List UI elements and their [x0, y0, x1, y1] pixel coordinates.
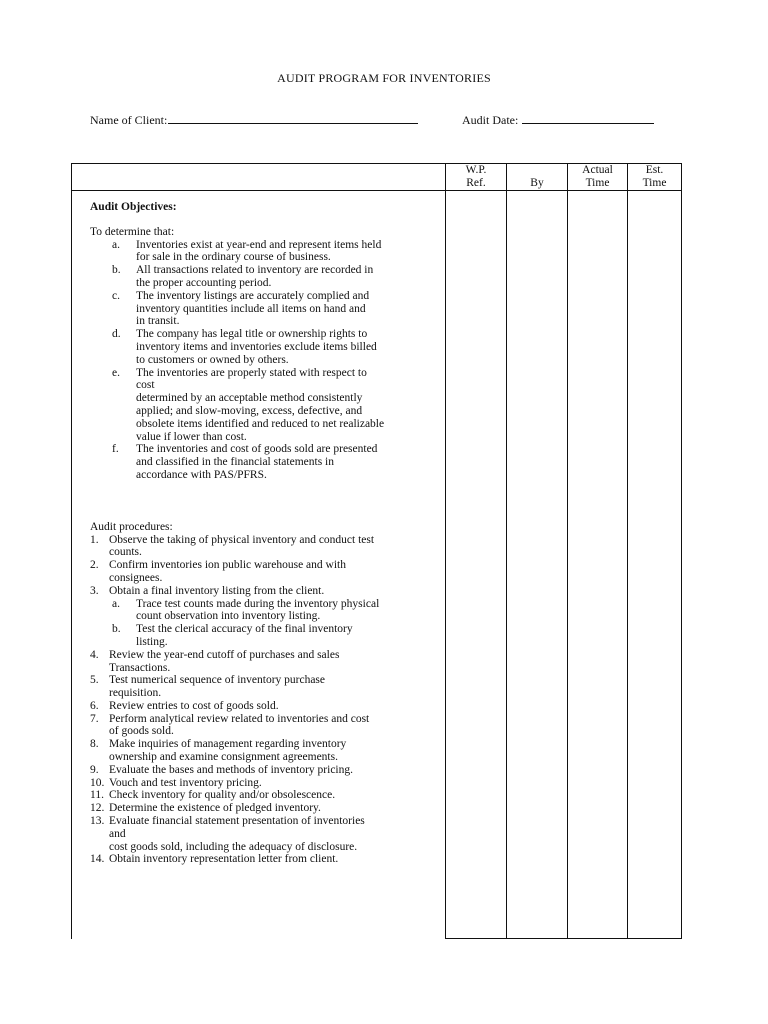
objective-label: c. — [112, 289, 120, 302]
procedure-text: Observe the taking of physical inventory and conduct test — [109, 533, 375, 546]
client-name-blank[interactable] — [168, 111, 418, 124]
procedure-item — [90, 559, 440, 585]
objective-label: b. — [112, 264, 121, 277]
table-col-wpref-left — [445, 163, 446, 939]
objective-text: inventory items and inventories exclude items billed — [136, 340, 377, 353]
objective-text: determined by an acceptable method consistently — [136, 392, 363, 405]
objective-text: obsolete items identified and reduced to net realizable — [136, 417, 385, 430]
objective-text: value if lower than cost. — [136, 430, 247, 443]
procedure-text: Perform analytical review related to inventories and cost — [109, 712, 370, 725]
objective-item — [90, 443, 440, 481]
objective-label: e. — [112, 366, 120, 379]
objective-text: the proper accounting period. — [136, 276, 272, 289]
procedure-text: Review the year-end cutoff of purchases and sales — [109, 648, 340, 661]
objective-item — [90, 290, 440, 328]
procedure-item — [90, 738, 440, 764]
procedure-item — [90, 649, 440, 675]
objectives-intro: To determine that: — [90, 225, 175, 238]
objective-label: d. — [112, 328, 121, 341]
procedure-number: 6. — [90, 699, 99, 712]
procedure-number: 10. — [90, 776, 105, 789]
header-actual-time: Actual Time — [582, 164, 613, 189]
procedure-number: 8. — [90, 738, 99, 751]
procedure-item — [90, 713, 440, 739]
objective-text: The inventories are properly stated with respect to — [136, 366, 367, 379]
procedure-number: 11. — [90, 789, 104, 802]
procedure-text: requisition. — [109, 687, 162, 700]
objective-text: The inventories and cost of goods sold are presented — [136, 443, 378, 456]
objective-text: for sale in the ordinary course of business. — [136, 251, 331, 264]
procedure-item — [90, 853, 440, 866]
table-right-border — [681, 163, 682, 939]
procedure-sub-text: listing. — [136, 635, 168, 648]
procedure-text: Obtain a final inventory listing from the client. — [109, 584, 325, 597]
procedure-number: 1. — [90, 533, 99, 546]
procedure-sub-label: a. — [112, 597, 120, 610]
procedure-text: Check inventory for quality and/or obsolescence. — [109, 789, 336, 802]
procedure-number: 5. — [90, 674, 99, 687]
objective-text: All transactions related to inventory are recorded in — [136, 264, 374, 277]
procedure-item — [90, 700, 440, 713]
objective-text: inventory quantities include all items on hand and — [136, 302, 366, 315]
audit-date-label: Audit Date: — [462, 113, 519, 127]
procedure-text: Transactions. — [109, 661, 171, 674]
procedure-item — [90, 815, 440, 853]
procedure-item — [90, 802, 440, 815]
procedure-text: counts. — [109, 546, 142, 559]
audit-date-blank[interactable] — [522, 111, 654, 124]
procedure-number: 13. — [90, 815, 105, 828]
objective-item — [90, 239, 440, 265]
procedure-text: Vouch and test inventory pricing. — [109, 776, 262, 789]
objective-item — [90, 264, 440, 290]
procedure-sub-text: Trace test counts made during the inventory physical — [136, 597, 380, 610]
objective-item — [90, 328, 440, 366]
procedure-subitem — [90, 623, 440, 649]
procedure-number: 14. — [90, 853, 105, 866]
objective-text: applied; and slow-moving, excess, defective, and — [136, 404, 363, 417]
document-title: AUDIT PROGRAM FOR INVENTORIES — [277, 71, 491, 85]
header-est-time: Est. Time — [642, 164, 667, 189]
procedure-text: Evaluate financial statement presentation of inventories — [109, 815, 365, 828]
procedures-heading: Audit procedures: — [90, 520, 173, 533]
table-left-border — [71, 163, 72, 939]
procedure-item — [90, 534, 440, 560]
procedure-text: Test numerical sequence of inventory purchase — [109, 674, 326, 687]
procedure-number: 4. — [90, 648, 99, 661]
objective-label: a. — [112, 238, 120, 251]
header-by: By — [530, 177, 544, 189]
table-col-by-left — [506, 163, 507, 939]
audit-date-field[interactable] — [462, 111, 654, 128]
procedure-text: Confirm inventories ion public warehouse and with — [109, 559, 346, 572]
procedure-text: ownership and examine consignment agreements. — [109, 751, 338, 764]
objectives-heading: Audit Objectives: — [90, 201, 177, 213]
objective-text: to customers or owned by others. — [136, 353, 289, 366]
procedure-sub-label: b. — [112, 623, 121, 636]
procedure-item — [90, 789, 440, 802]
procedure-text: and — [109, 827, 126, 840]
objective-label: f. — [112, 443, 119, 456]
objectives-list — [90, 239, 440, 482]
objective-text: cost — [136, 379, 155, 392]
objective-text: Inventories exist at year-end and represent items held — [136, 238, 382, 251]
procedure-text: Make inquiries of management regarding inventory — [109, 738, 347, 751]
objective-item — [90, 367, 440, 444]
procedure-number: 2. — [90, 559, 99, 572]
table-col-actual-left — [567, 163, 568, 939]
procedure-sub-text: count observation into inventory listing. — [136, 610, 321, 623]
table-bottom-border — [445, 938, 682, 939]
client-name-field[interactable] — [90, 111, 418, 128]
procedure-text: Review entries to cost of goods sold. — [109, 699, 279, 712]
procedure-subitem — [90, 598, 440, 624]
procedure-item — [90, 777, 440, 790]
audit-program-body — [90, 201, 440, 866]
procedure-sub-text: Test the clerical accuracy of the final inventory — [136, 623, 353, 636]
procedure-item — [90, 585, 440, 598]
procedure-number: 12. — [90, 802, 105, 815]
objective-text: in transit. — [136, 315, 180, 328]
procedures-list — [90, 534, 440, 867]
procedure-text: Evaluate the bases and methods of inventory pricing. — [109, 763, 353, 776]
header-wp-ref: W.P. Ref. — [465, 164, 487, 189]
procedure-item — [90, 764, 440, 777]
procedure-text: consignees. — [109, 571, 163, 584]
objective-text: accordance with PAS/PFRS. — [136, 468, 267, 481]
procedure-text: of goods sold. — [109, 725, 174, 738]
objective-text: The company has legal title or ownership rights to — [136, 328, 368, 341]
procedure-text: cost goods sold, including the adequacy of disclosure. — [109, 840, 358, 853]
procedure-number: 9. — [90, 763, 99, 776]
procedure-text: Obtain inventory representation letter from client. — [109, 853, 339, 866]
client-label: Name of Client: — [90, 113, 168, 127]
objective-text: The inventory listings are accurately complied and — [136, 289, 370, 302]
procedure-number: 7. — [90, 712, 99, 725]
procedure-number: 3. — [90, 584, 99, 597]
objective-text: and classified in the financial statements in — [136, 456, 334, 469]
procedure-text: Determine the existence of pledged inventory. — [109, 802, 321, 815]
procedure-item — [90, 674, 440, 700]
table-col-est-left — [627, 163, 628, 939]
